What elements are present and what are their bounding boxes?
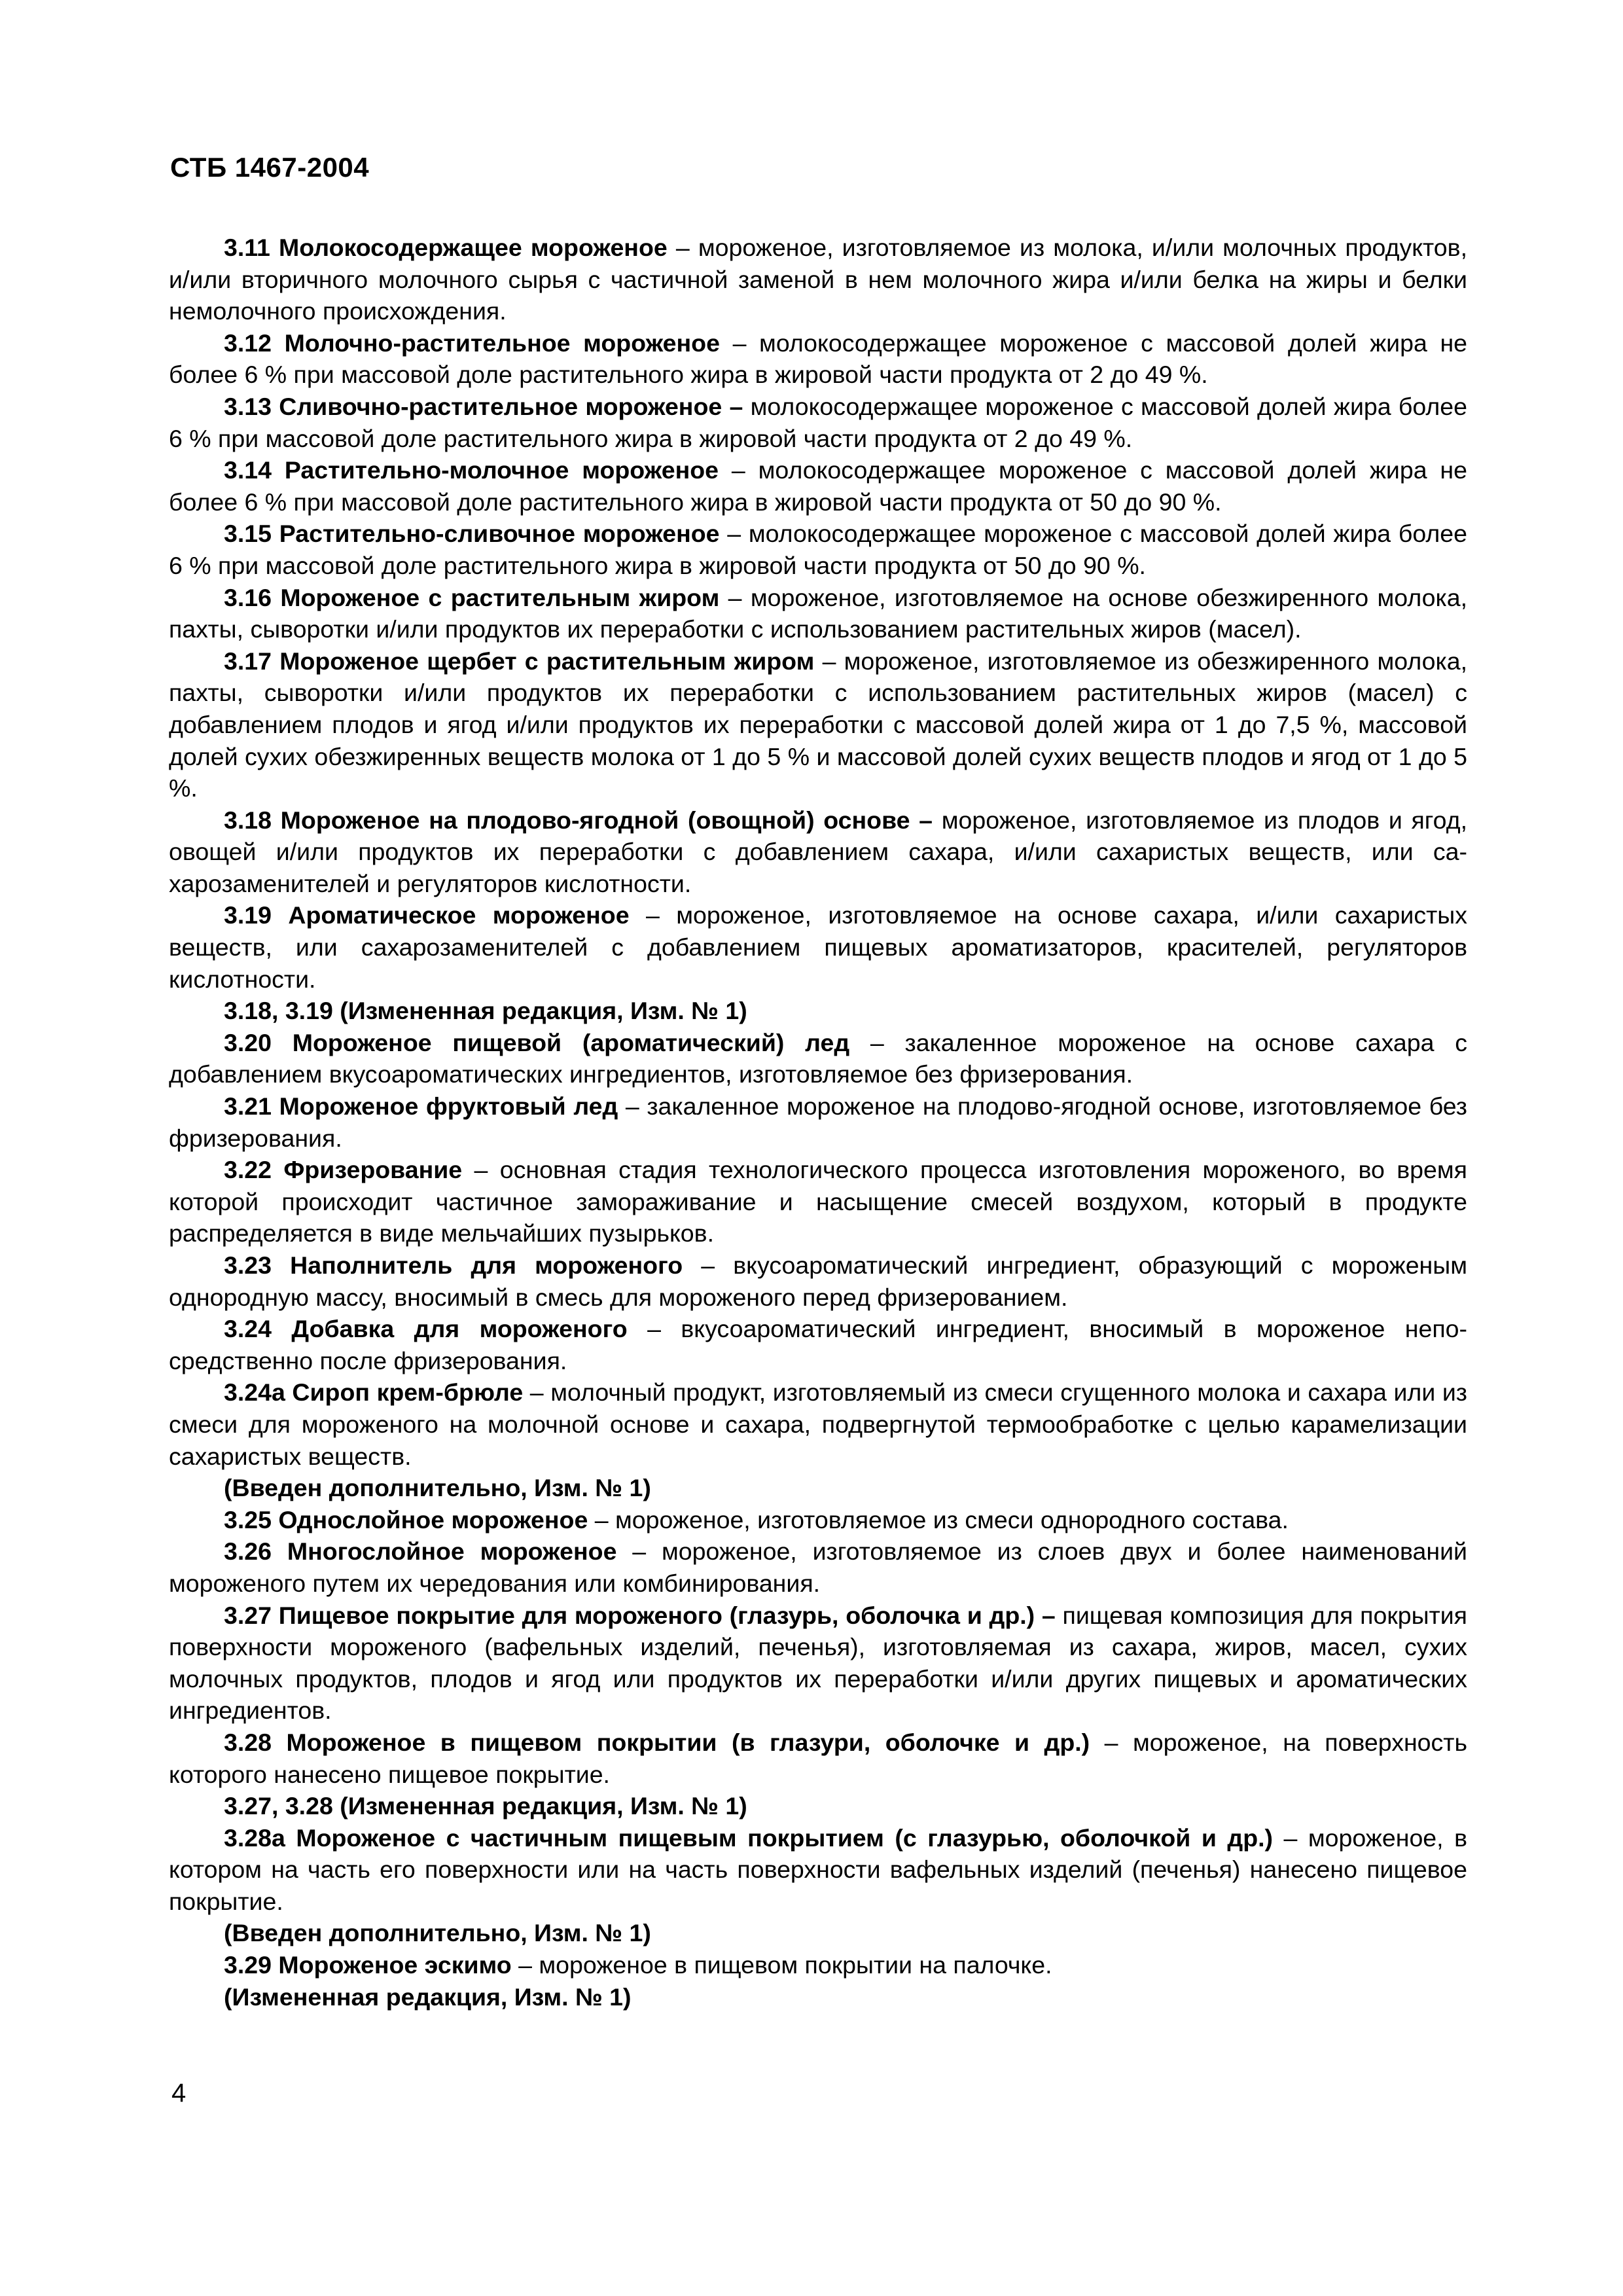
definition-paragraph xyxy=(169,582,1467,645)
definition-paragraph xyxy=(169,1249,1467,1313)
document-body xyxy=(169,232,1467,2013)
definition-paragraph xyxy=(169,518,1467,581)
definition-text: – основная стадия технологического процесса изготовления мороженого, во время которой происходит частичное замораживание и насыщение смесей воздухом, который в продукте распределяется в виде мельчайших пузырьков. xyxy=(169,1156,1467,1247)
definition-paragraph xyxy=(169,327,1467,391)
definition-term: 3.13 Сливочно-растительное мороженое – xyxy=(224,392,743,420)
definition-term: 3.28а Мороженое с частичным пищевым покрытием (с глазурью, оболочкой и др.) xyxy=(224,1823,1274,1852)
amendment-note: 3.27, 3.28 (Измененная редакция, Изм. № 1) xyxy=(224,1792,747,1820)
amendment-note: 3.18, 3.19 (Измененная редакция, Изм. № 1) xyxy=(224,997,747,1025)
definition-text: – вкусоароматический ингредиент, вносимый в мороженое непосредственно после фризерования. xyxy=(169,1315,1468,1374)
definition-term: 3.18 Мороженое на плодово-ягодной (овощной) основе – xyxy=(224,806,933,834)
definition-text: – мороженое, в котором на часть его поверхности или на часть поверхности вафельных изделий (печенья) нанесено пищевое покрытие. xyxy=(169,1823,1467,1915)
definition-text: – закаленное мороженое на основе сахара с добавлением вкусоароматических ингредиентов, изготовляемое без фризерования. xyxy=(169,1028,1467,1088)
definition-paragraph xyxy=(169,1535,1467,1599)
definition-text: – мороженое, изготовляемое на основе обезжиренного молока, пахты, сыворотки и/или продуктов их переработки с использованием растительных жиров (масел). xyxy=(169,583,1467,643)
definition-term: 3.28 Мороженое в пищевом покрытии (в глазури, оболочке и др.) xyxy=(224,1728,1090,1756)
document-code-header: СТБ 1467-2004 xyxy=(170,152,370,183)
definition-term: 3.24 Добавка для мороженого xyxy=(224,1315,628,1343)
definition-text: – молокосодержащее мороженое с массовой долей жира более 6 % при массовой доле растительного жира в жировой части продукта от 50 до 90 %. xyxy=(169,520,1467,579)
definition-paragraph xyxy=(169,1090,1467,1154)
definition-term: 3.15 Растительно-сливочное мороженое xyxy=(224,520,720,548)
definition-paragraph xyxy=(169,1027,1467,1090)
definition-paragraph xyxy=(169,1600,1467,1727)
definition-term: 3.26 Многослойное мороженое xyxy=(224,1537,617,1566)
definition-text: – мороженое, на поверхность которого нанесено пищевое покрытие. xyxy=(169,1728,1467,1788)
definition-paragraph xyxy=(169,645,1467,804)
definition-paragraph xyxy=(169,1313,1467,1376)
definition-text: – молокосодержащее мороженое с массовой долей жира не более 6 % при массовой доле растительного жира в жировой части продукта от 50 до 90 %. xyxy=(169,456,1467,516)
definition-text: – мороженое, изготовляемое из молока, и/или молочных продуктов, и/или вторичного молочного сырья с частичной заменой в нем молочного жира и/или белка на жиры и белки немолочного происхождения. xyxy=(169,234,1468,325)
amendment-note: (Введен дополнительно, Изм. № 1) xyxy=(224,1474,651,1502)
amendment-note: (Измененная редакция, Изм. № 1) xyxy=(224,1982,632,2011)
definition-term: 3.11 Молокосодержащее мороженое xyxy=(224,234,668,261)
definition-text: – мороженое, изготовляемое из обезжиренного молока, пахты, сыворотки и/или продуктов их переработки с использованием растительных жиров (масел) с добавлением плодов и ягод и/или продуктов их переработки с массовой долей жира от 1 до 7,5 %, массовой долей сухих обезжиренных веществ молока от 1 до 5 % и массовой долей сухих веществ плодов и ягод от 1 до 5 %. xyxy=(169,647,1467,802)
definition-text: – мороженое, изготовляемое на основе сахара, и/или сахаристых веществ, или сахарозаменителей с добавлением пищевых ароматизаторов, красителей, регуляторов кислотности. xyxy=(169,901,1467,993)
definition-term: 3.29 Мороженое эскимо xyxy=(224,1951,512,1979)
definition-term: 3.17 Мороженое щербет с растительным жиром xyxy=(224,647,815,675)
definition-paragraph xyxy=(169,1154,1467,1249)
definition-text: мороженое, изготовляемое из плодов и ягод, овощей и/или продуктов их переработки с добавлением сахара, и/или сахаристых веществ, или сахарозаменителей и регуляторов кислотности. xyxy=(169,806,1467,897)
definition-text: – мороженое, изготовляемое из смеси однородного состава. xyxy=(588,1505,1289,1534)
definition-paragraph xyxy=(169,232,1467,327)
definition-paragraph xyxy=(169,1727,1467,1790)
definition-term: 3.16 Мороженое с растительным жиром xyxy=(224,583,720,611)
definition-paragraph xyxy=(169,804,1467,900)
definition-term: 3.23 Наполнитель для мороженого xyxy=(224,1251,683,1279)
definition-paragraph xyxy=(169,1504,1467,1536)
page-number: 4 xyxy=(171,2079,187,2108)
definition-text: – мороженое, изготовляемое из слоев двух и более наименований мороженого путем их чередования или комбинирования. xyxy=(169,1537,1467,1597)
definition-paragraph xyxy=(169,391,1467,454)
definition-paragraph xyxy=(169,899,1467,995)
definition-paragraph xyxy=(169,454,1467,518)
definition-text: – вкусоароматический ингредиент, образующий с мороженым однородную массу, вносимый в смесь для мороженого перед фризерованием. xyxy=(169,1251,1467,1311)
definition-term: 3.25 Однослойное мороженое xyxy=(224,1505,588,1534)
definition-term: 3.14 Растительно-молочное мороженое xyxy=(224,456,719,484)
amendment-note: (Введен дополнительно, Изм. № 1) xyxy=(224,1919,651,1947)
definition-term: 3.27 Пищевое покрытие для мороженого (глазурь, оболочка и др.) – xyxy=(224,1601,1056,1629)
definition-term: 3.19 Ароматическое мороженое xyxy=(224,901,630,929)
definition-term: 3.12 Молочно-растительное мороженое xyxy=(224,329,720,357)
definition-text: – молокосодержащее мороженое с массовой долей жира не более 6 % при массовой доле растительного жира в жировой части продукта от 2 до 49 %. xyxy=(169,329,1468,389)
definition-text: пищевая композиция для покрытия поверхности мороженого (вафельных изделий, печенья), изготовляемая из сахара, жиров, масел, сухих молочных продуктов, плодов и ягод или продуктов их переработки и/или других пищевых и ароматических ингредиентов. xyxy=(169,1601,1467,1725)
definition-term: 3.22 Фризерование xyxy=(224,1156,463,1184)
definition-text: – закаленное мороженое на плодово-ягодной основе, изготовляемое без фризерования. xyxy=(169,1092,1467,1152)
definition-paragraph xyxy=(169,1376,1467,1472)
definition-paragraph xyxy=(169,1949,1467,1981)
definition-text: молокосодержащее мороженое с массовой долей жира более 6 % при массовой доле растительного жира в жировой части продукта от 2 до 49 %. xyxy=(169,392,1467,452)
definition-term: 3.20 Мороженое пищевой (ароматический) лед xyxy=(224,1028,850,1056)
definition-text: – молочный продукт, изготовляемый из смеси сгущенного молока и сахара или из смеси для мороженого на молочной основе и сахара, подвергнутой термообработке с целью карамелизации сахаристых веществ. xyxy=(169,1378,1467,1470)
definition-paragraph xyxy=(169,1822,1467,1918)
definition-term: 3.21 Мороженое фруктовый лед xyxy=(224,1092,618,1121)
definition-term: 3.24а Сироп крем-брюле xyxy=(224,1378,524,1407)
definition-text: – мороженое в пищевом покрытии на палочке. xyxy=(511,1951,1052,1979)
